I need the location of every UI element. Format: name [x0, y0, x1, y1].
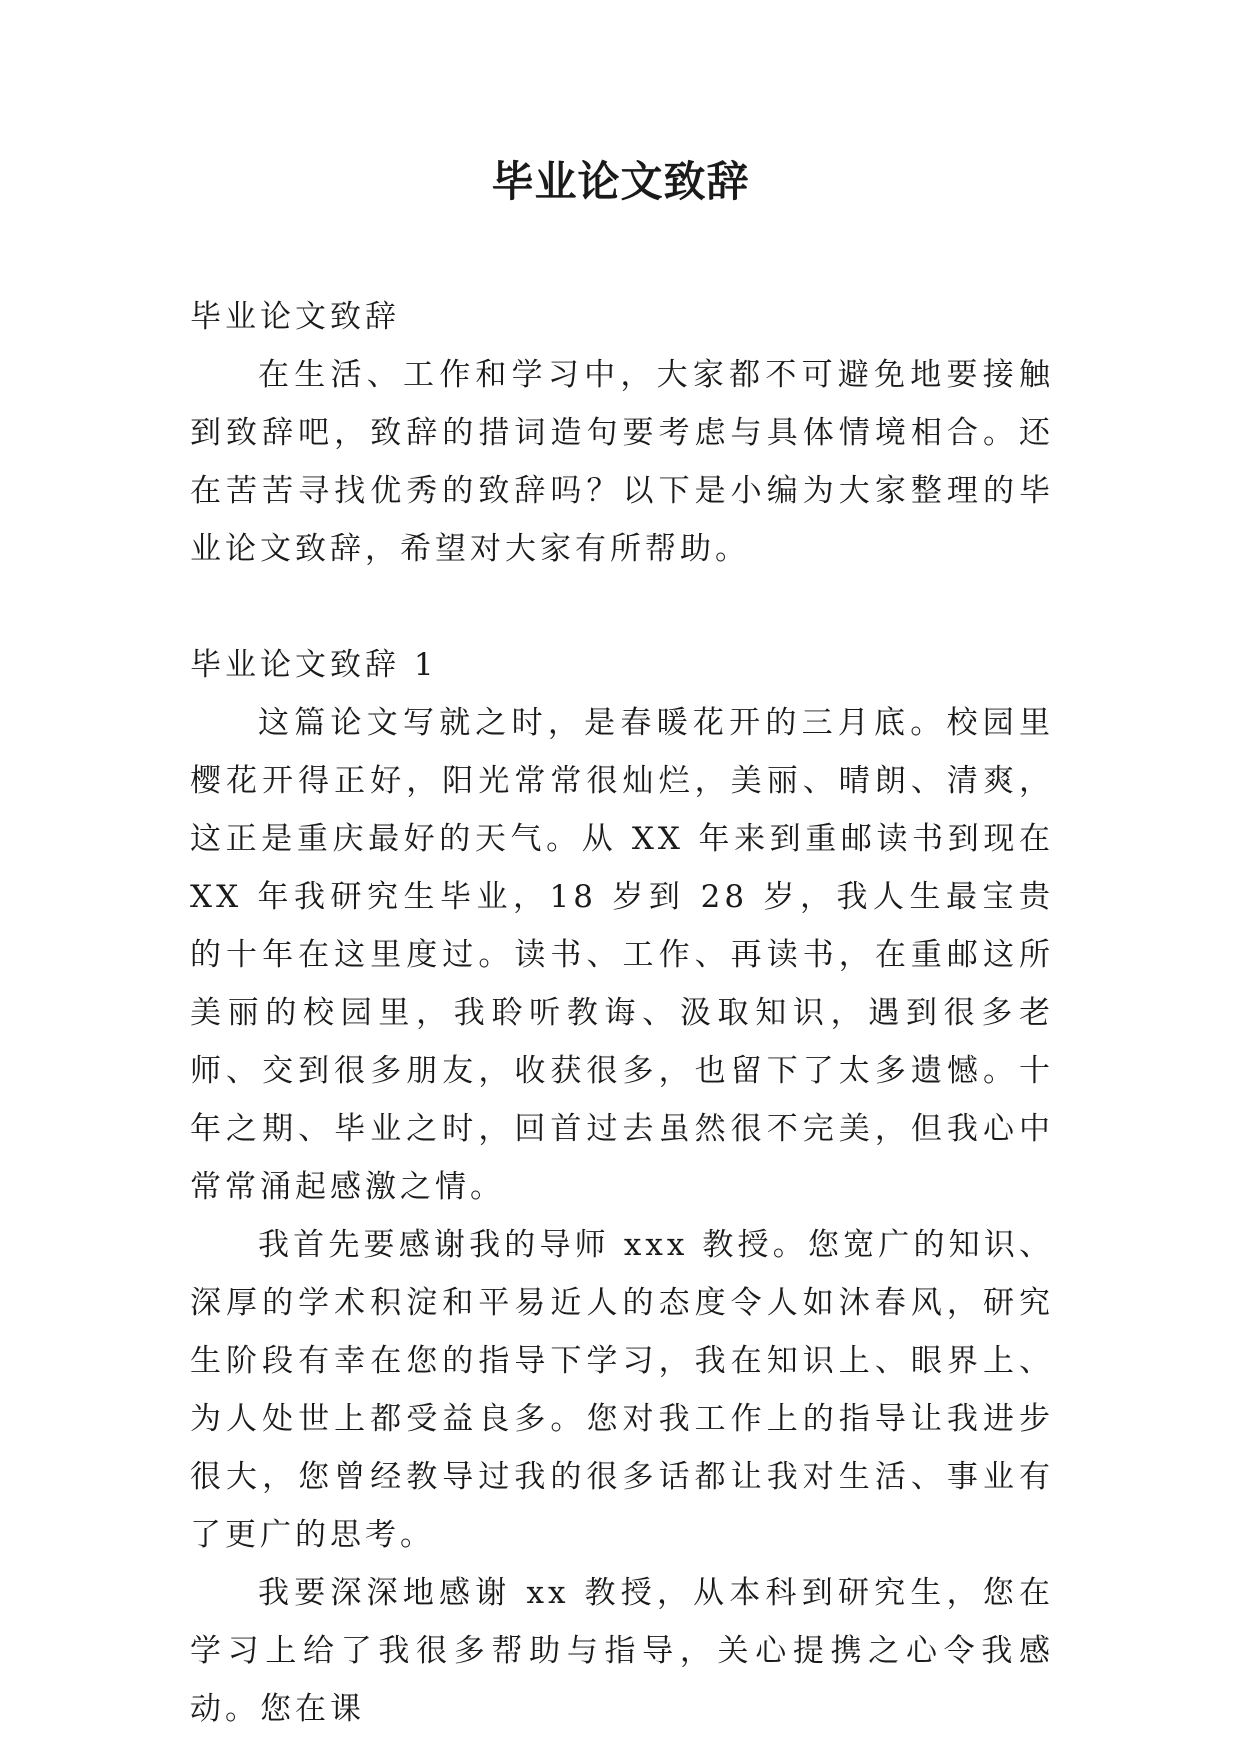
- body-paragraph: 这篇论文写就之时，是春暖花开的三月底。校园里樱花开得正好，阳光常常很灿烂，美丽、晴朗、清爽，这正是重庆最好的天气。从 XX 年来到重邮读书到现在 XX 年我研究生毕业，18 岁到 28 岁，我人生最宝贵的十年在这里度过。读书、工作、再读书，在重邮这所美丽的校园里，我聆听教诲、汲取知识，遇到很多老师、交到很多朋友，收获很多，也留下了太多遗憾。十年之期、毕业之时，回首过去虽然很不完美，但我心中常常涌起感激之情。: [190, 705, 1054, 1205]
- section-heading-1: 毕业论文致辞 1: [190, 647, 438, 683]
- intro-paragraph: 在生活、工作和学习中，大家都不可避免地要接触到致辞吧，致辞的措词造句要考虑与具体情境相合。还在苦苦寻找优秀的致辞吗？以下是小编为大家整理的毕业论文致辞，希望对大家有所帮助。: [190, 357, 1054, 567]
- document-title: 毕业论文致辞: [491, 157, 750, 206]
- body-paragraph: 我首先要感谢我的导师 xxx 教授。您宽广的知识、深厚的学术积淀和平易近人的态度令人如沐春风，研究生阶段有幸在您的指导下学习，我在知识上、眼界上、为人处世上都受益良多。您对我工作上的指导让我进步很大，您曾经教导过我的很多话都让我对生活、事业有了更广的思考。: [190, 1227, 1054, 1553]
- section-heading: 毕业论文致辞: [190, 299, 400, 335]
- body-paragraph: 我要深深地感谢 xx 教授，从本科到研究生，您在学习上给了我很多帮助与指导，关心提携之心令我感动。您在课: [190, 1575, 1054, 1727]
- document-body: [190, 288, 1054, 1738]
